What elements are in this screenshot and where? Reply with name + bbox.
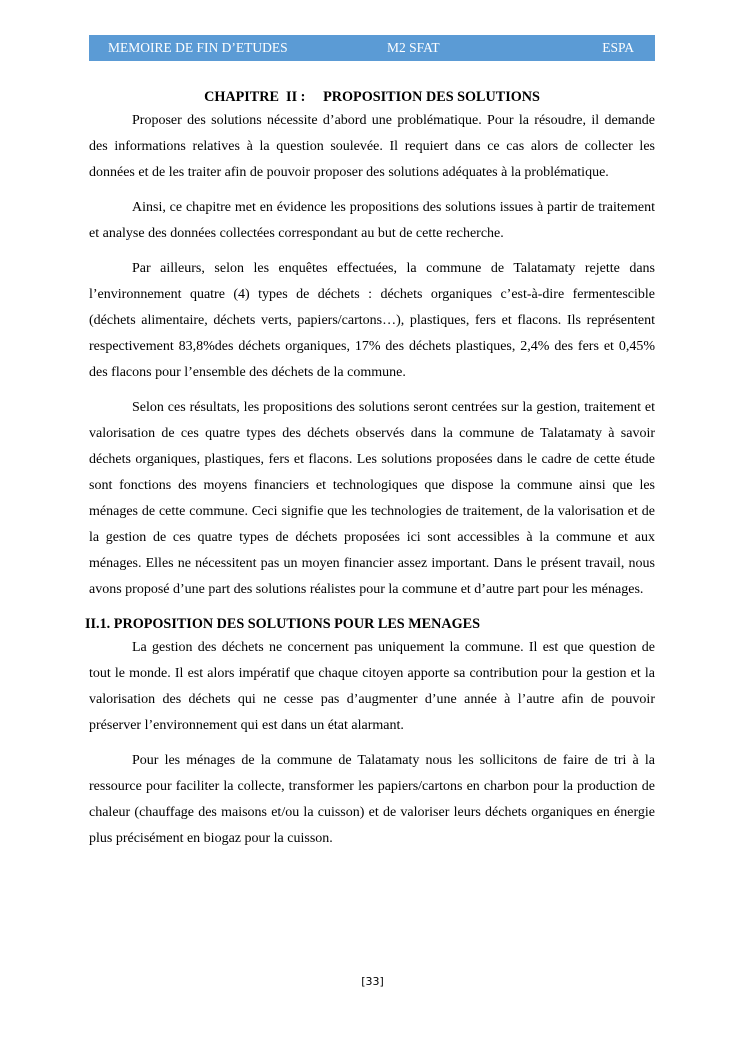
- header-document-type: MEMOIRE DE FIN D’ETUDES: [108, 40, 288, 55]
- section-paragraph: Pour les ménages de la commune de Talatamaty nous les sollicitons de faire de tri à la ressource pour faciliter la collecte, transformer les papiers/cartons en charbon pour la production de chaleur (chauffage des maisons et/ou la cuisson) et de valoriser leurs déchets organiques en énergie plus précisément en biogaz pour la cuisson.: [89, 753, 655, 846]
- paragraph: Selon ces résultats, les propositions des solutions seront centrées sur la gestion, traitement et valorisation de ces quatre types des déchets observés dans la commune de Talatamaty à savoir déchets organiques, plastiques, fers et flacons. Les solutions proposées dans le cadre de cette étude sont fonctions des moyens financiers et technologiques que dispose la commune ainsi que les ménages de cette commune. Ceci signifie que les technologies de traitement, de la valorisation et de la gestion de ces quatre types de déchets proposées ici sont accessibles à la commune et aux ménages. Elles ne nécessitent pas un moyen financier assez important. Dans le présent travail, nous avons proposé d’une part des solutions réalistes pour la commune et d’autre part pour les ménages.: [89, 400, 655, 597]
- section-title: II.1. PROPOSITION DES SOLUTIONS POUR LES MENAGES: [85, 616, 480, 632]
- paragraph: Par ailleurs, selon les enquêtes effectuées, la commune de Talatamaty rejette dans l’environnement quatre (4) types de déchets : déchets organiques c’est-à-dire fermentescible (déchets alimentaire, déchets verts, papiers/cartons…), plastiques, fers et flacons. Ils représentent respectivement 83,8%des déchets organiques, 17% des déchets plastiques, 2,4% des fers et 0,45% des flacons pour l’ensemble des déchets de la commune.: [89, 261, 655, 380]
- page-body: [85, 86, 655, 861]
- paragraph: Ainsi, ce chapitre met en évidence les propositions des solutions issues à partir de traitement et analyse des données collectées correspondant au but de cette recherche.: [89, 200, 655, 241]
- page-number: [33]: [361, 975, 384, 988]
- section-paragraph: La gestion des déchets ne concernent pas uniquement la commune. Il est que question de tout le monde. Il est alors impératif que chaque citoyen apporte sa contribution pour la gestion et la valorisation des déchets qui ne cesse pas d’augmenter d’une année à l’autre afin de pouvoir préserver l’environnement qui est dans un état alarmant.: [89, 640, 655, 733]
- header-school: ESPA: [602, 40, 634, 55]
- paragraph: Proposer des solutions nécessite d’abord une problématique. Pour la résoudre, il demande des informations relatives à la question soulevée. Il requiert dans ce cas alors de collecter les données et de les traiter afin de pouvoir proposer des solutions adéquates à la problématique.: [89, 113, 655, 180]
- page-header: [89, 35, 655, 61]
- header-program: M2 SFAT: [387, 40, 440, 55]
- chapter-title: CHAPITRE II : PROPOSITION DES SOLUTIONS: [204, 89, 540, 105]
